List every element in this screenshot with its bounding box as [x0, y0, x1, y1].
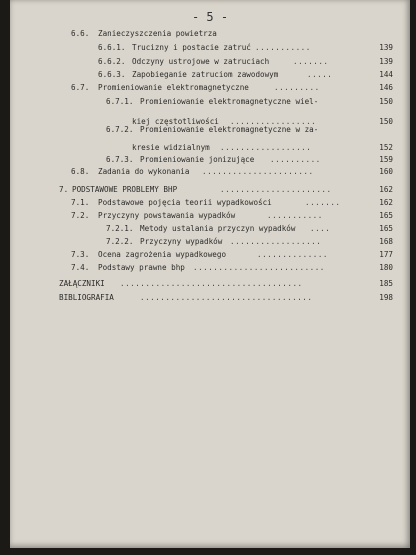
toc-number: 7.2.	[71, 211, 90, 220]
toc-dots: ..................	[220, 143, 312, 152]
toc-number: 6.6.2.	[98, 57, 126, 66]
toc-row	[10, 95, 410, 109]
toc-row	[10, 291, 410, 305]
toc-number: 7.3.	[71, 250, 90, 259]
toc-dots: ...........	[255, 43, 311, 52]
toc-number: 6.6.1.	[98, 43, 126, 52]
toc-title: Promieniowanie elektromagnetyczne w za-	[140, 125, 319, 134]
toc-title: BIBLIOGRAFIA	[59, 293, 114, 302]
toc-row	[10, 165, 410, 179]
toc-page: 159	[379, 155, 393, 164]
toc-dots: ..................	[230, 237, 322, 246]
toc-row	[10, 27, 410, 41]
toc-dots: .......	[293, 57, 329, 66]
toc-dots: ....................................	[120, 279, 303, 288]
toc-number: 6.7.1.	[106, 97, 134, 106]
toc-title: Przyczyny wypadków	[140, 237, 223, 246]
toc-row	[10, 81, 410, 95]
toc-dots: .......	[305, 198, 341, 207]
toc-title: Promieniowanie elektromagnetyczne wiel-	[140, 97, 319, 106]
toc-row	[10, 41, 410, 55]
toc-page: 162	[379, 198, 393, 207]
toc-row	[10, 261, 410, 275]
page-number: - 5 -	[191, 10, 229, 24]
toc-title: Promieniowanie elektromagnetyczne	[98, 83, 249, 92]
toc-title: Przyczyny powstawania wypadków	[98, 211, 236, 220]
toc-page: 160	[379, 167, 393, 176]
toc-title: Podstawy prawne bhp	[98, 263, 185, 272]
toc-page: 152	[379, 143, 393, 152]
toc-dots: .........	[274, 83, 320, 92]
toc-title: Zanieczyszczenia powietrza	[98, 29, 217, 38]
document-page	[10, 0, 410, 548]
toc-page: 139	[379, 43, 393, 52]
toc-row	[10, 235, 410, 249]
toc-row	[10, 183, 410, 197]
toc-page: 146	[379, 83, 393, 92]
toc-page: 168	[379, 237, 393, 246]
toc-title: Zapobieganie zatruciom zawodowym	[132, 70, 279, 79]
toc-page: 198	[379, 293, 393, 302]
toc-page: 177	[379, 250, 393, 259]
toc-row	[10, 222, 410, 236]
toc-row	[10, 248, 410, 262]
toc-dots: ..........	[270, 155, 321, 164]
toc-number: 6.6.3.	[98, 70, 126, 79]
toc-number: 6.6.	[71, 29, 90, 38]
toc-dots: ..................................	[140, 293, 313, 302]
toc-number: 7.2.2.	[106, 237, 134, 246]
toc-row	[10, 277, 410, 291]
toc-dots: .....	[307, 70, 333, 79]
toc-title: Promieniowanie jonizujące	[140, 155, 255, 164]
toc-dots: ..........................	[193, 263, 325, 272]
toc-page: 165	[379, 224, 393, 233]
toc-number: 6.8.	[71, 167, 90, 176]
toc-title: PODSTAWOWE PROBLEMY BHP	[72, 185, 178, 194]
toc-page: 162	[379, 185, 393, 194]
toc-title: kresie widzialnym	[132, 143, 210, 152]
toc-row	[10, 196, 410, 210]
toc-number: 6.7.2.	[106, 125, 134, 134]
toc-dots: ....	[310, 224, 331, 233]
toc-title: Trucizny i postacie zatruć	[132, 43, 251, 52]
toc-number: 7.1.	[71, 198, 90, 207]
toc-row	[10, 123, 410, 137]
toc-title: Ocena zagrożenia wypadkowego	[98, 250, 227, 259]
toc-number: 7.	[59, 185, 69, 194]
toc-page: 185	[379, 279, 393, 288]
toc-dots: .................	[230, 117, 317, 126]
toc-dots: ...........	[267, 211, 323, 220]
toc-title: Odczyny ustrojowe w zatruciach	[132, 57, 270, 66]
toc-title: Metody ustalania przyczyn wypadków	[140, 224, 296, 233]
toc-row	[10, 68, 410, 82]
toc-title: Podstawowe pojęcia teorii wypadkowości	[98, 198, 272, 207]
toc-page: 180	[379, 263, 393, 272]
toc-dots: ......................	[202, 167, 314, 176]
toc-row	[10, 209, 410, 223]
toc-dots: ......................	[220, 185, 332, 194]
toc-number: 6.7.	[71, 83, 90, 92]
toc-page: 165	[379, 211, 393, 220]
toc-title: ZAŁĄCZNIKI	[59, 279, 105, 288]
toc-page: 150	[379, 97, 393, 106]
toc-number: 6.7.3.	[106, 155, 134, 164]
toc-title: Zadania do wykonania	[98, 167, 190, 176]
toc-row	[10, 55, 410, 69]
toc-page: 139	[379, 57, 393, 66]
toc-number: 7.4.	[71, 263, 90, 272]
toc-dots: ..............	[257, 250, 329, 259]
toc-title: kiej częstotliwości	[132, 117, 219, 126]
toc-number: 7.2.1.	[106, 224, 134, 233]
toc-page: 150	[379, 117, 393, 126]
toc-page: 144	[379, 70, 393, 79]
